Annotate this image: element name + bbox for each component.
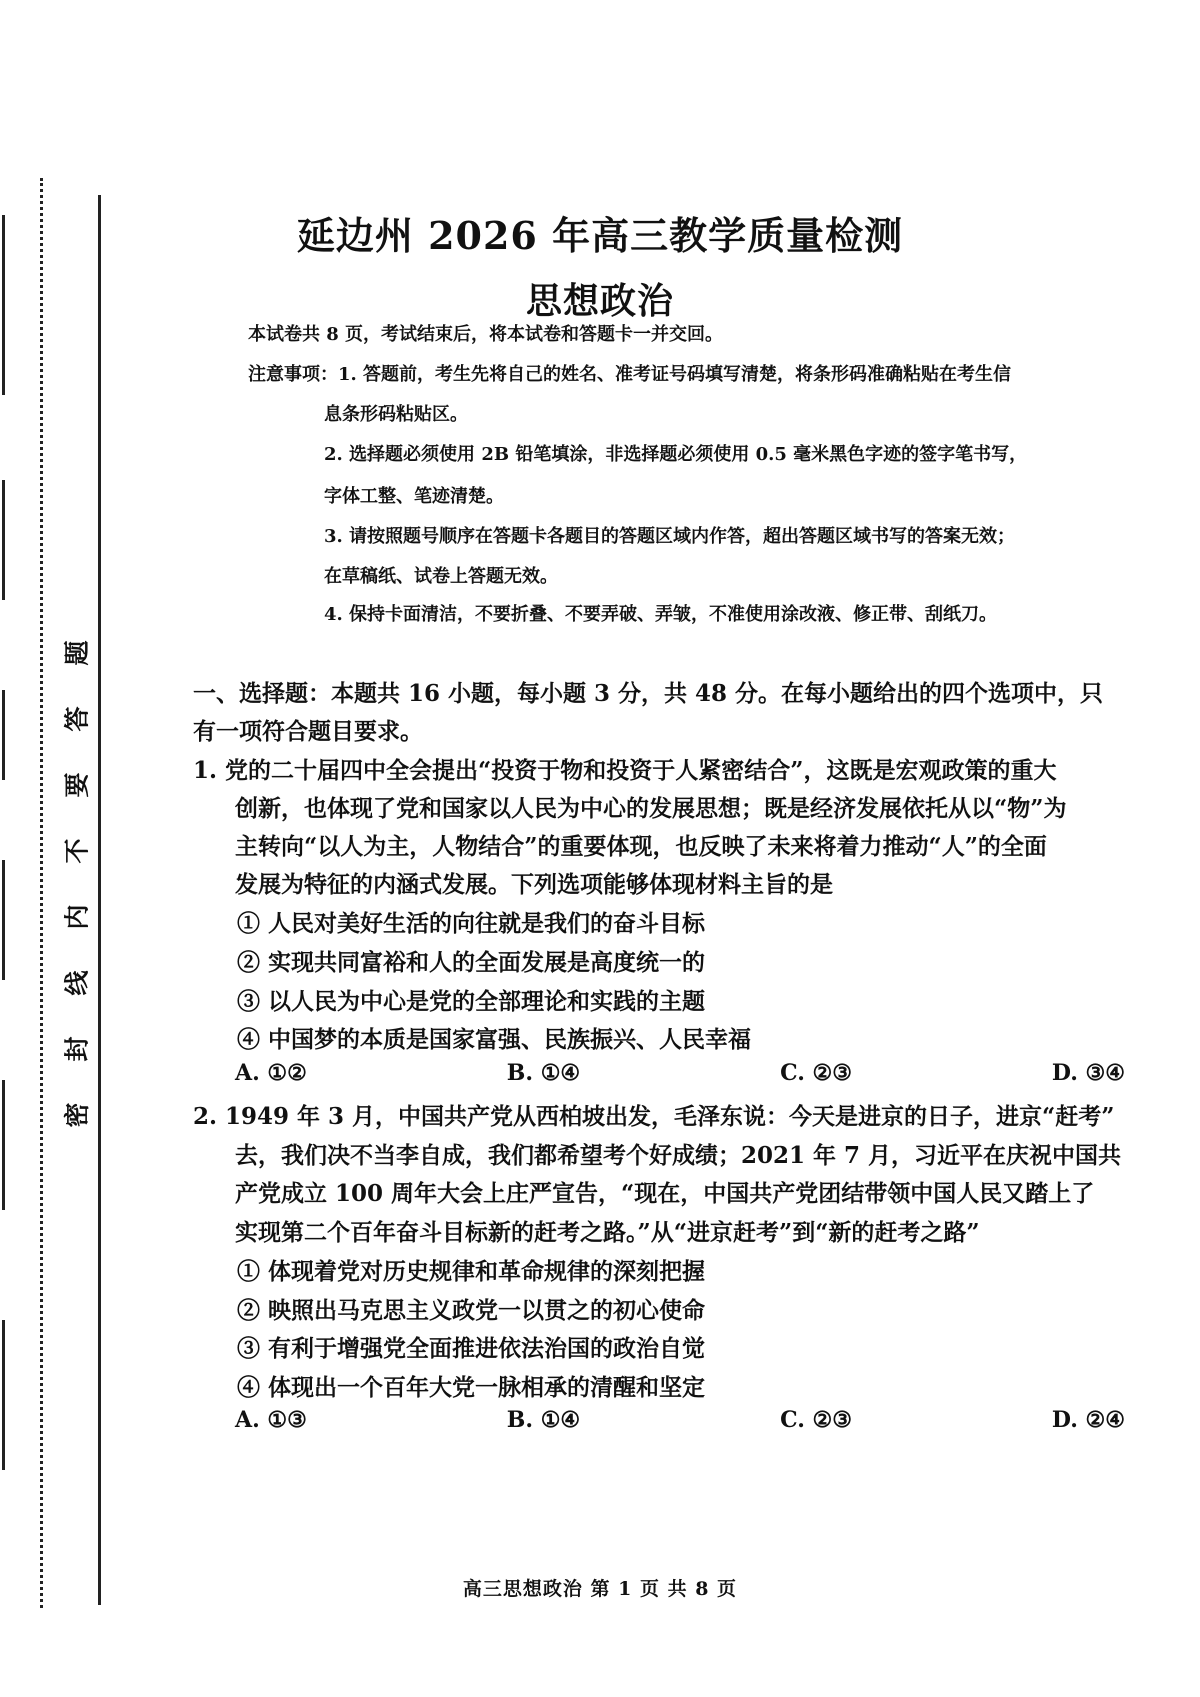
option-a[interactable]: A. ①② [235, 1060, 307, 1086]
seal-char: 封 [62, 1036, 92, 1062]
seal-char: 题 [62, 640, 92, 666]
notice-item: 在草稿纸、试卷上答题无效。 [324, 566, 558, 587]
section-heading: 有一项符合题目要求。 [193, 718, 423, 745]
notice-item: 息条形码粘贴区。 [324, 404, 468, 425]
question-2-statement: ① 体现着党对历史规律和革命规律的深刻把握 [237, 1258, 706, 1285]
question-1-text: 1. 党的二十届四中全会提出“投资于物和投资于人紧密结合”，这既是宏观政策的重大 [193, 757, 1057, 784]
notice-item: 1. 答题前，考生先将自己的姓名、准考证号码填写清楚，将条形码准确粘贴在考生信 [338, 364, 1012, 385]
option-a[interactable]: A. ①③ [235, 1407, 307, 1433]
seal-char: 要 [62, 772, 92, 798]
seal-char: 内 [62, 904, 92, 930]
question-2-text: 实现第二个百年奋斗目标新的赶考之路。”从“进京赶考”到“新的赶考之路” [235, 1219, 980, 1246]
seal-char: 密 [62, 1102, 92, 1128]
option-b[interactable]: B. ①④ [506, 1060, 581, 1086]
seal-char: 线 [62, 970, 92, 996]
notice-label: 注意事项： [248, 364, 338, 385]
section-heading: 一、选择题：本题共 16 小题，每小题 3 分，共 48 分。在每小题给出的四个选项中，只 [193, 680, 1104, 707]
binding-mark [2, 860, 5, 980]
question-1-text: 创新，也体现了党和国家以人民为中心的发展思想；既是经济发展依托从以“物”为 [235, 795, 1067, 822]
binding-solid-line [98, 195, 101, 1605]
question-1-statement: ② 实现共同富裕和人的全面发展是高度统一的 [237, 949, 706, 976]
question-1-text: 发展为特征的内涵式发展。下列选项能够体现材料主旨的是 [235, 871, 833, 898]
notice-item: 字体工整、笔迹清楚。 [324, 486, 504, 507]
option-d[interactable]: D. ③④ [1051, 1060, 1125, 1086]
question-1-statement: ① 人民对美好生活的向往就是我们的奋斗目标 [237, 910, 706, 937]
option-d[interactable]: D. ②④ [1051, 1407, 1125, 1433]
question-2-text: 产党成立 100 周年大会上庄严宣告，“现在，中国共产党团结带领中国人民又踏上了 [235, 1180, 1095, 1207]
question-1-text: 主转向“以人为主，人物结合”的重要体现，也反映了未来将着力推动“人”的全面 [235, 833, 1047, 860]
notice-intro: 本试卷共 8 页，考试结束后，将本试卷和答题卡一并交回。 [248, 324, 724, 345]
seal-char: 答 [62, 706, 92, 732]
exam-subject: 思想政治 [525, 280, 674, 322]
notice-item: 2. 选择题必须使用 2B 铅笔填涂，非选择题必须使用 0.5 毫米黑色字迹的签字笔书写， [324, 444, 1028, 465]
question-1-statement: ③ 以人民为中心是党的全部理论和实践的主题 [237, 988, 706, 1015]
question-2-text: 2. 1949 年 3 月，中国共产党从西柏坡出发，毛泽东说：今天是进京的日子，进京“赶考” [193, 1103, 1115, 1130]
page-footer: 高三思想政治 第 1 页 共 8 页 [462, 1578, 738, 1600]
notice-item: 4. 保持卡面清洁，不要折叠、不要弄破、弄皱，不准使用涂改液、修正带、刮纸刀。 [324, 604, 998, 625]
binding-mark [2, 1080, 5, 1210]
question-1-options [235, 1060, 1125, 1086]
seal-char: 不 [62, 838, 92, 864]
binding-mark [2, 690, 5, 780]
option-b[interactable]: B. ①④ [506, 1407, 581, 1433]
seal-line-notice [58, 620, 98, 1148]
option-c[interactable]: C. ②③ [780, 1060, 852, 1086]
question-1-statement: ④ 中国梦的本质是国家富强、民族振兴、人民幸福 [237, 1026, 752, 1053]
binding-mark [2, 480, 5, 600]
question-2-statement: ② 映照出马克思主义政党一以贯之的初心使命 [237, 1297, 706, 1324]
question-2-statement: ③ 有利于增强党全面推进依法治国的政治自觉 [237, 1335, 706, 1362]
question-2-statement: ④ 体现出一个百年大党一脉相承的清醒和坚定 [237, 1374, 706, 1401]
option-c[interactable]: C. ②③ [780, 1407, 852, 1433]
question-2-options [235, 1407, 1125, 1433]
binding-dotted-line [40, 178, 43, 1608]
notice-item: 3. 请按照题号顺序在答题卡各题目的答题区域内作答，超出答题区域书写的答案无效； [324, 526, 1016, 547]
exam-title: 延边州 2026 年高三教学质量检测 [296, 213, 904, 258]
binding-mark [2, 1320, 5, 1470]
question-2-text: 去，我们决不当李自成，我们都希望考个好成绩；2021 年 7 月，习近平在庆祝中国共 [235, 1142, 1122, 1169]
